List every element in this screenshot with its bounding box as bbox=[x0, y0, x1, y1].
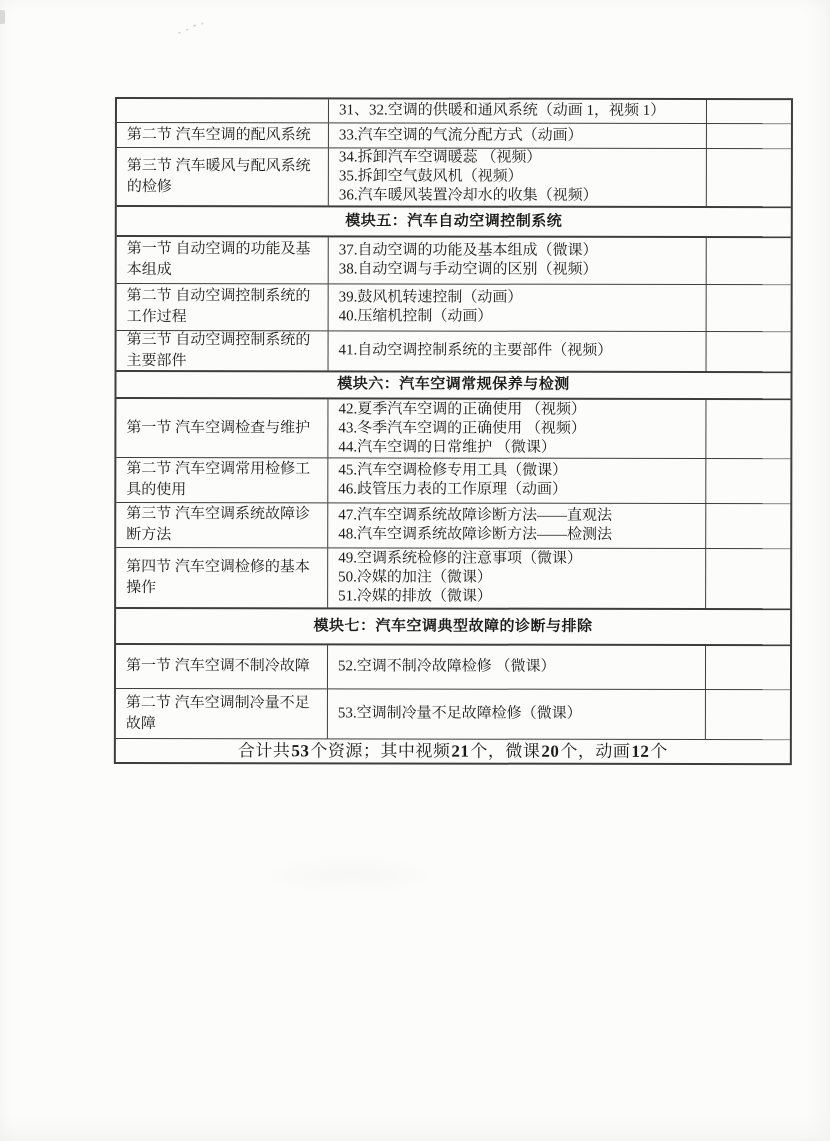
table-row bbox=[116, 643, 790, 689]
resources-cell bbox=[328, 689, 706, 739]
resource-item: 40.压缩机控制（动画） bbox=[338, 308, 493, 325]
empty-cell bbox=[706, 504, 790, 548]
table-row bbox=[117, 283, 791, 331]
table-row bbox=[117, 122, 791, 148]
resource-item: 46.歧管压力表的工作原理（动画） bbox=[338, 481, 568, 498]
empty-cell bbox=[706, 459, 790, 503]
section-cell bbox=[116, 399, 328, 457]
section-cell bbox=[117, 123, 329, 147]
footer-count: 21 bbox=[451, 741, 470, 761]
resource-item: 41.自动空调控制系统的主要部件（视频） bbox=[338, 342, 613, 359]
table-row bbox=[117, 235, 791, 284]
module-header-title: 模块六：汽车空调常规保养与检测 bbox=[337, 376, 570, 393]
resource-item: 48.汽车空调系统故障诊断方法——检测法 bbox=[338, 526, 613, 543]
section-label: 第三节 汽车暖风与配风系统的检修 bbox=[126, 157, 311, 195]
resource-item: 49.空调系统检修的注意事项（微课） bbox=[338, 550, 582, 567]
footer-text: 个 bbox=[650, 741, 668, 761]
scan-smudge bbox=[220, 845, 480, 905]
empty-cell bbox=[706, 400, 790, 458]
section-cell bbox=[117, 284, 329, 330]
module-header-title: 模块七：汽车空调典型故障的诊断与排除 bbox=[313, 617, 593, 635]
section-cell bbox=[117, 237, 329, 283]
resource-item: 35.拆卸空气鼓风机（视频） bbox=[338, 168, 523, 185]
section-label: 第一节 汽车空调不制冷故障 bbox=[125, 658, 310, 675]
resources-cell bbox=[329, 284, 707, 331]
resource-item: 43.冬季汽车空调的正确使用 （视频） bbox=[338, 419, 586, 437]
section-cell bbox=[117, 331, 329, 370]
resource-item: 39.鼓风机转速控制（动画） bbox=[338, 289, 523, 306]
resource-item: 37.自动空调的功能及基本组成（微课） bbox=[338, 242, 598, 259]
module-header-row bbox=[117, 205, 791, 236]
resources-cell bbox=[328, 458, 706, 503]
section-label: 第一节 自动空调的功能及基本组成 bbox=[126, 241, 311, 279]
table-row bbox=[116, 397, 790, 458]
empty-cell bbox=[706, 690, 790, 739]
module-header-row bbox=[116, 607, 790, 644]
section-label: 第三节 自动空调控制系统的主要部件 bbox=[126, 331, 311, 369]
footer-text: 个资源；其中视频 bbox=[310, 740, 451, 761]
section-label: 第一节 汽车空调检查与维护 bbox=[126, 419, 311, 436]
footer-count: 12 bbox=[631, 741, 650, 761]
section-cell bbox=[117, 99, 329, 122]
module-header-title: 模块五：汽车自动空调控制系统 bbox=[345, 212, 563, 230]
resource-item: 34.拆卸汽车空调暖蕊 （视频） bbox=[338, 149, 542, 166]
empty-cell bbox=[707, 100, 791, 123]
resource-item: 33.汽车空调的气流分配方式（动画） bbox=[338, 126, 583, 144]
footer-text: 个，动画 bbox=[560, 741, 631, 761]
section-cell bbox=[116, 503, 328, 547]
section-label: 第四节 汽车空调检修的基本操作 bbox=[126, 558, 310, 596]
section-label: 第三节 汽车空调系统故障诊断方法 bbox=[126, 506, 311, 544]
section-cell bbox=[116, 458, 328, 502]
empty-cell bbox=[706, 646, 790, 689]
footer-count: 53 bbox=[291, 740, 310, 760]
footer-text: 个，微课 bbox=[470, 741, 541, 761]
table-row bbox=[116, 502, 790, 548]
resources-cell bbox=[328, 548, 706, 608]
resource-item: 36.汽车暖风装置冷却水的收集（视频） bbox=[338, 187, 598, 204]
resources-cell bbox=[329, 331, 707, 371]
resources-cell bbox=[329, 123, 707, 148]
resources-cell bbox=[329, 237, 707, 284]
resource-item: 38.自动空调与手动空调的区别（视频） bbox=[338, 261, 598, 278]
empty-cell bbox=[707, 285, 791, 331]
section-cell bbox=[117, 148, 329, 205]
section-label: 第二节 汽车空调常用检修工具的使用 bbox=[126, 461, 311, 499]
empty-cell bbox=[707, 238, 791, 284]
empty-cell bbox=[707, 332, 791, 371]
table-row bbox=[117, 99, 791, 123]
resources-cell bbox=[329, 148, 707, 206]
resource-item: 51.冷媒的排放（微课） bbox=[338, 588, 492, 605]
table-row bbox=[117, 147, 791, 206]
table-footer-row bbox=[116, 738, 790, 763]
resource-item: 47.汽车空调系统故障诊断方法——直观法 bbox=[338, 507, 613, 524]
table-row bbox=[117, 330, 791, 371]
section-cell bbox=[116, 548, 328, 607]
resource-item: 42.夏季汽车空调的正确使用 （视频） bbox=[338, 400, 586, 418]
pencil-smudge bbox=[174, 20, 209, 37]
table-row bbox=[116, 457, 790, 503]
module-header-row bbox=[116, 370, 790, 398]
table-row bbox=[116, 547, 790, 608]
resource-item: 44.汽车空调的日常维护 （微课） bbox=[338, 438, 556, 456]
footer-count: 20 bbox=[541, 741, 560, 761]
resource-item: 52.空调不制冷故障检修 （微课） bbox=[337, 658, 556, 675]
resource-item: 50.冷媒的加注（微课） bbox=[338, 569, 492, 586]
resources-cell bbox=[328, 503, 706, 548]
section-label: 第二节 汽车空调制冷量不足故障 bbox=[125, 694, 310, 732]
resource-item: 53.空调制冷量不足故障检修（微课） bbox=[337, 705, 582, 722]
course-resource-table bbox=[114, 97, 793, 765]
footer-text: 合计共 bbox=[237, 740, 291, 760]
resources-cell bbox=[328, 645, 706, 689]
resources-cell bbox=[328, 399, 706, 458]
empty-cell bbox=[706, 549, 790, 608]
resource-item: 31、32.空调的供暖和通风系统（动画 1，视频 1） bbox=[338, 102, 666, 119]
section-label: 第二节 自动空调控制系统的工作过程 bbox=[126, 288, 311, 326]
empty-cell bbox=[707, 149, 791, 206]
scan-edge-mark bbox=[0, 10, 5, 24]
empty-cell bbox=[707, 124, 791, 148]
section-cell bbox=[116, 689, 328, 738]
section-label: 第二节 汽车空调的配风系统 bbox=[126, 126, 311, 143]
resource-item: 45.汽车空调检修专用工具（微课） bbox=[338, 462, 568, 479]
resources-cell bbox=[329, 99, 707, 123]
section-cell bbox=[116, 645, 328, 688]
table-row bbox=[116, 688, 790, 739]
